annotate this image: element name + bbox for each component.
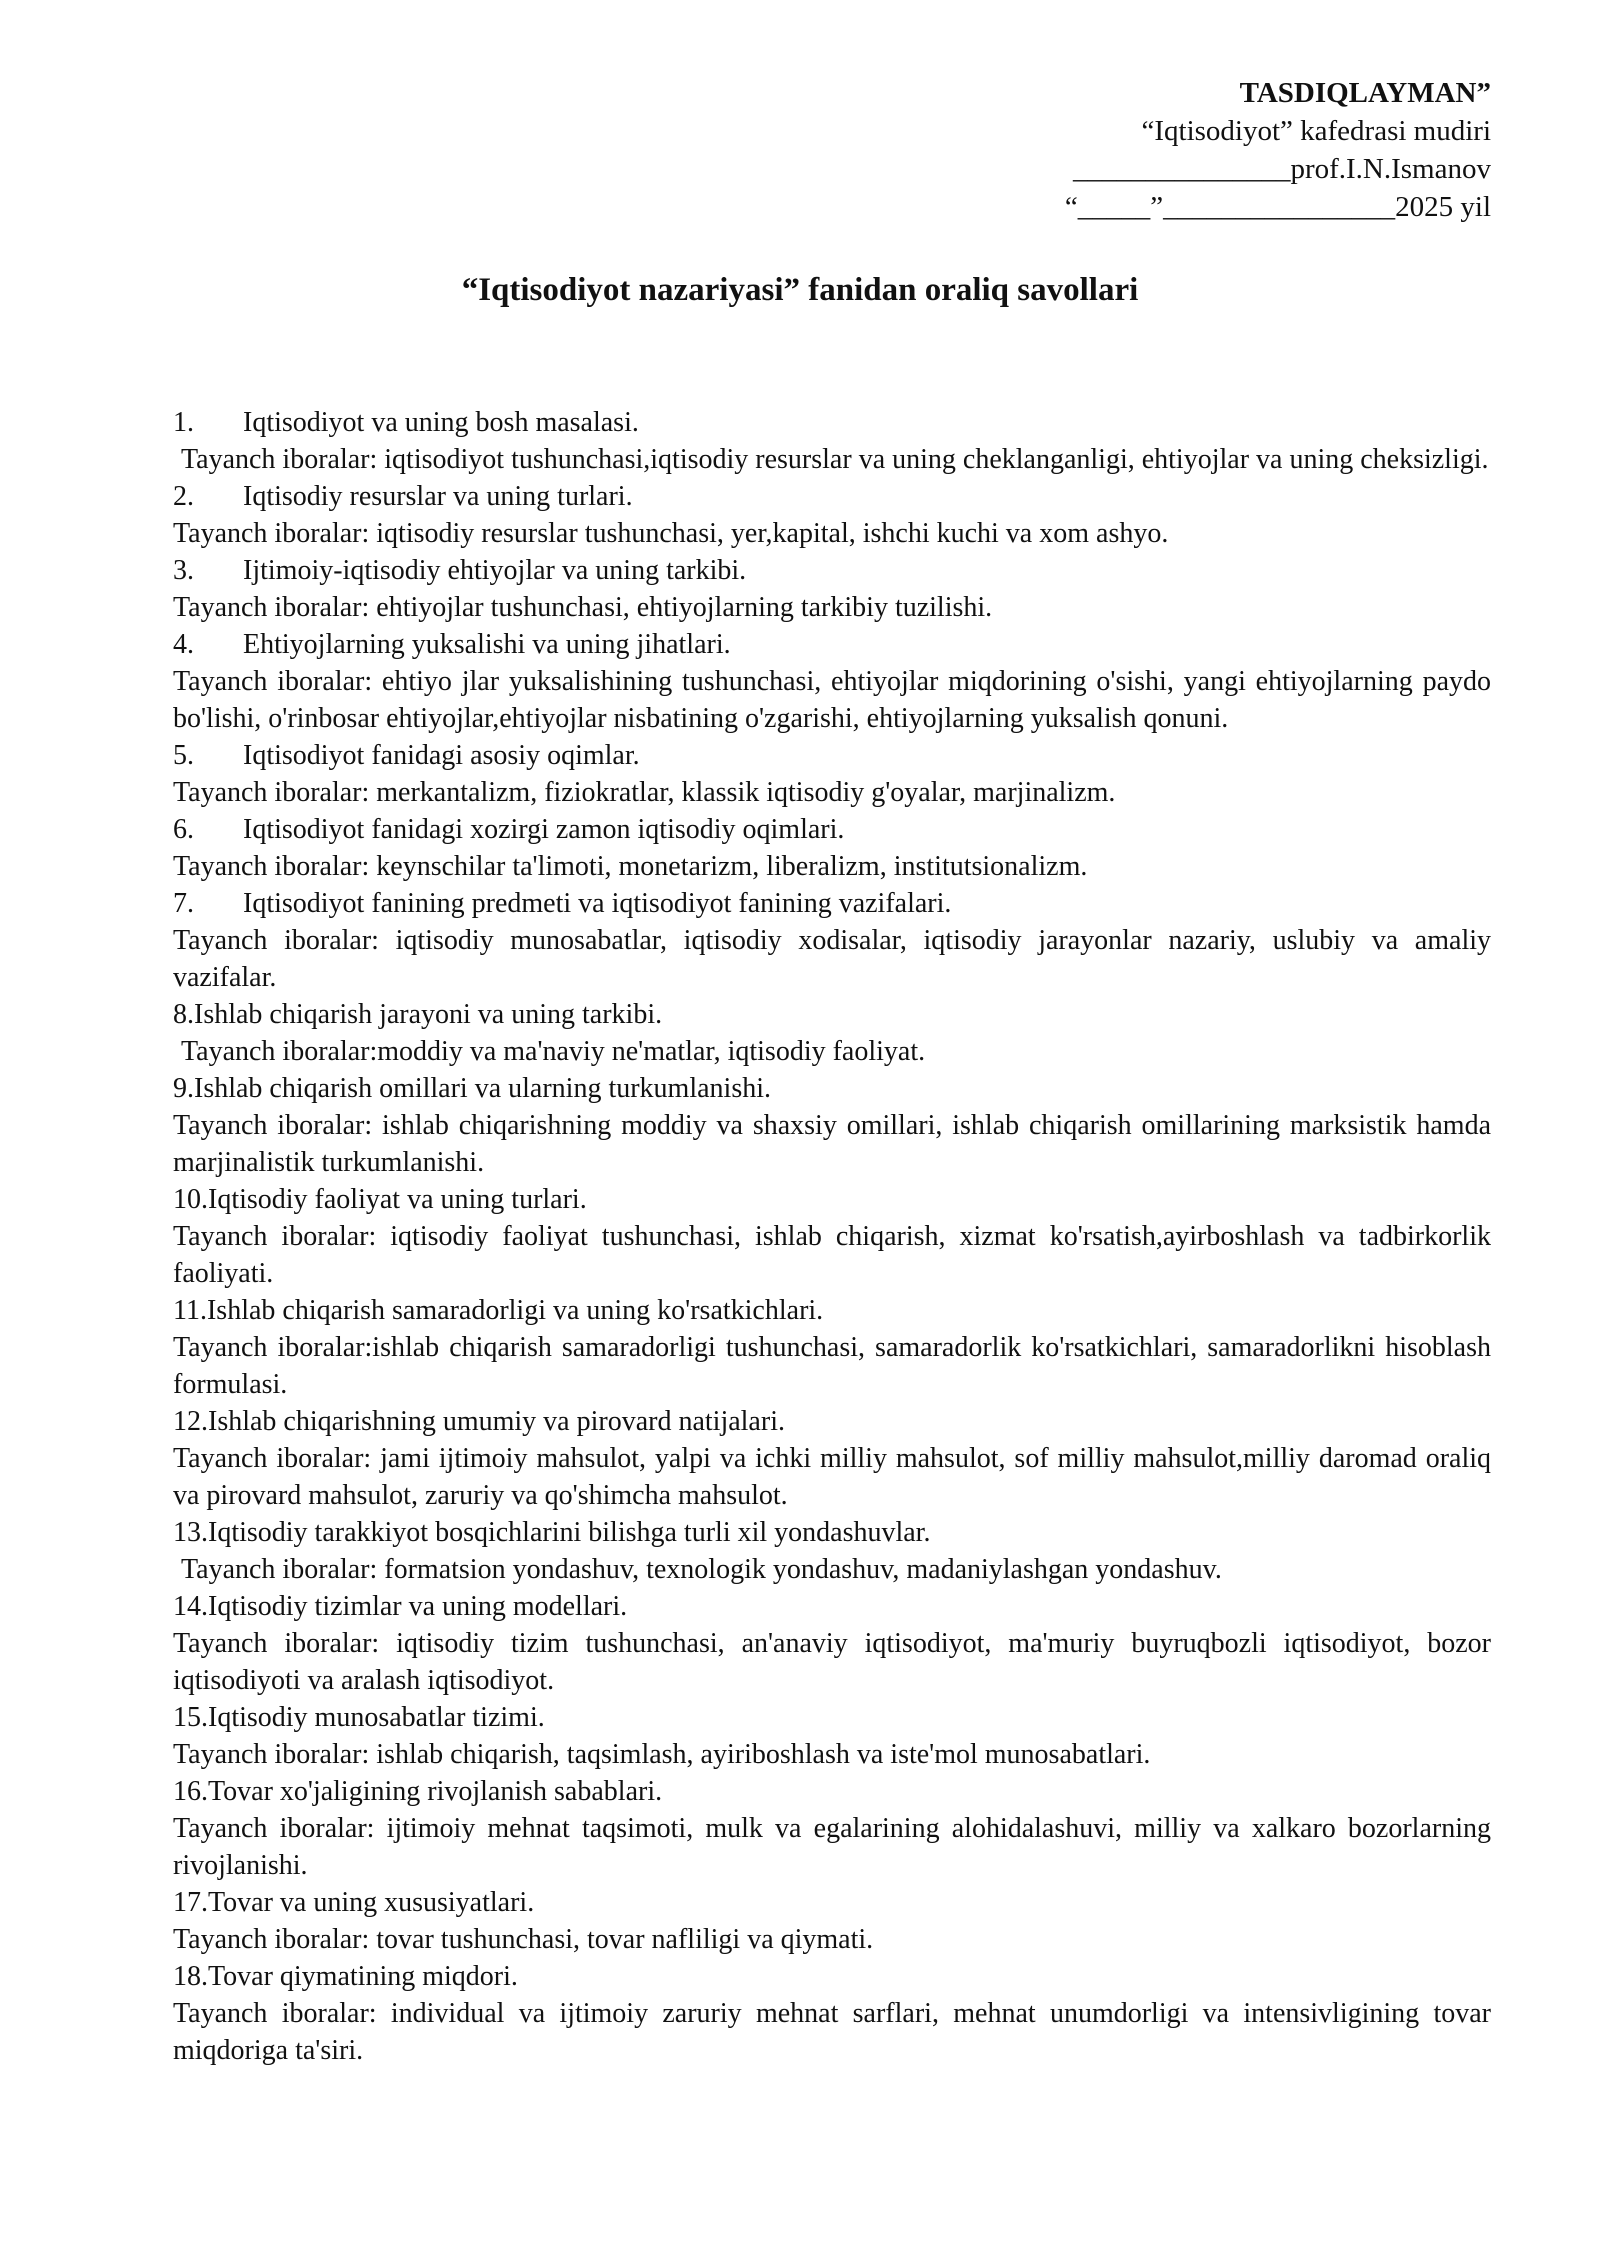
questions-list (173, 404, 1491, 2069)
question-text: Iqtisodiy faoliyat va uning turlari. (208, 1184, 587, 1215)
question-number: 15. (173, 1702, 208, 1733)
signature-line: _______________prof.I.N.Ismanov (1072, 153, 1491, 185)
question-title (173, 1884, 1491, 1921)
department-line: “Iqtisodiyot” kafedrasi mudiri (1141, 115, 1491, 147)
question-number: 1. (173, 407, 194, 438)
question-title (173, 1773, 1491, 1810)
question-number: 12. (173, 1406, 208, 1437)
question-number: 11. (173, 1295, 207, 1326)
question-number: 9. (173, 1073, 194, 1104)
document-title: “Iqtisodiyot nazariyasi” fanidan oraliq savollari (461, 272, 1139, 308)
question-keywords: Tayanch iboralar: merkantalizm, fiziokratlar, klassik iqtisodiy g'oyalar, marjinalizm. (173, 777, 1116, 808)
question-number: 18. (173, 1961, 208, 1992)
question-keywords: Tayanch iboralar: iqtisodiy tizim tushunchasi, an'anaviy iqtisodiyot, ma'muriy buyruqbozli iqtisodiyot, bozor iqtisodiyoti va aralash iqtisodiyot. (173, 1628, 1491, 1696)
question-title (173, 1588, 1491, 1625)
question-number: 17. (173, 1887, 208, 1918)
question-keywords: Tayanch iboralar:moddiy va ma'naviy ne'matlar, iqtisodiy faoliyat. (181, 1036, 926, 1067)
question-text: Tovar qiymatining miqdori. (208, 1961, 518, 1992)
question-number: 7. (173, 888, 194, 919)
question-keywords: Tayanch iboralar: iqtisodiy munosabatlar, iqtisodiy xodisalar, iqtisodiy jarayonlar nazariy, uslubiy va amaliy vazifalar. (173, 925, 1491, 993)
question-text: Tovar va uning xususiyatlari. (208, 1887, 535, 1918)
question-text: Iqtisodiy tizimlar va uning modellari. (208, 1591, 628, 1622)
question-title (173, 996, 1491, 1033)
question-text: Iqtisodiy resurslar va uning turlari. (243, 481, 633, 512)
question-text: Ijtimoiy-iqtisodiy ehtiyojlar va uning tarkibi. (243, 555, 747, 586)
question-number: 4. (173, 629, 194, 660)
question-number: 6. (173, 814, 194, 845)
question-number: 13. (173, 1517, 208, 1548)
question-text: Iqtisodiy munosabatlar tizimi. (208, 1702, 545, 1733)
question-keywords: Tayanch iboralar: formatsion yondashuv, texnologik yondashuv, madaniylashgan yondashuv. (181, 1554, 1222, 1585)
question-keywords: Tayanch iboralar: iqtisodiy faoliyat tushunchasi, ishlab chiqarish, xizmat ko'rsatish,ayirboshlash va tadbirkorlik faoliyati. (173, 1221, 1491, 1289)
question-number: 3. (173, 555, 194, 586)
question-number: 8. (173, 999, 194, 1030)
question-text: Ehtiyojlarning yuksalishi va uning jihatlari. (243, 629, 731, 660)
question-text: Ishlab chiqarish samaradorligi va uning ko'rsatkichlari. (206, 1295, 824, 1326)
question-text: Iqtisodiyot fanidagi asosiy oqimlar. (243, 740, 640, 771)
question-text: Iqtisodiyot va uning bosh masalasi. (243, 407, 639, 438)
question-number: 10. (173, 1184, 208, 1215)
question-number: 5. (173, 740, 194, 771)
question-text: Iqtisodiy tarakkiyot bosqichlarini bilishga turli xil yondashuvlar. (208, 1517, 931, 1548)
approval-block (1065, 74, 1491, 226)
question-title (173, 1181, 1491, 1218)
question-text: Iqtisodiyot fanidagi xozirgi zamon iqtisodiy oqimlari. (243, 814, 845, 845)
question-keywords: Tayanch iboralar: individual va ijtimoiy zaruriy mehnat sarflari, mehnat unumdorligi va intensivligining tovar miqdoriga ta'siri. (173, 1998, 1491, 2066)
question-title (173, 811, 1491, 848)
question-title (173, 404, 1491, 441)
question-keywords: Tayanch iboralar: ishlab chiqarishning moddiy va shaxsiy omillari, ishlab chiqarish omillarining marksistik hamda marjinalistik turkumlanishi. (173, 1110, 1491, 1178)
question-title (173, 1514, 1491, 1551)
question-text: Iqtisodiyot fanining predmeti va iqtisodiyot fanining vazifalari. (243, 888, 952, 919)
question-text: Tovar xo'jaligining rivojlanish sabablari. (208, 1776, 663, 1807)
question-title (173, 737, 1491, 774)
question-keywords: Tayanch iboralar: ishlab chiqarish, taqsimlash, ayiriboshlash va iste'mol munosabatlari. (173, 1739, 1151, 1770)
question-keywords: Tayanch iboralar: jami ijtimoiy mahsulot, yalpi va ichki milliy mahsulot, sof milliy mahsulot,milliy daromad oraliq va pirovard mahsulot, zaruriy va qo'shimcha mahsulot. (173, 1443, 1491, 1511)
question-keywords: Tayanch iboralar: tovar tushunchasi, tovar nafliligi va qiymati. (173, 1924, 874, 1955)
question-text: Ishlab chiqarish omillari va ularning turkumlanishi. (194, 1073, 771, 1104)
question-keywords: Tayanch iboralar: keynschilar ta'limoti, monetarizm, liberalizm, institutsionalizm. (173, 851, 1088, 882)
question-text: Ishlab chiqarishning umumiy va pirovard natijalari. (208, 1406, 785, 1437)
question-title (173, 626, 1491, 663)
question-keywords: Tayanch iboralar: ehtiyo jlar yuksalishining tushunchasi, ehtiyojlar miqdorining o'sishi, yangi ehtiyojlarning paydo bo'lishi, o'rinbosar ehtiyojlar,ehtiyojlar nisbatining o'zgarishi, ehtiyojlarning yuksalish qonuni. (173, 666, 1491, 734)
question-keywords: Tayanch iboralar: iqtisodiyot tushunchasi,iqtisodiy resurslar va uning cheklanganligi, ehtiyojlar va uning cheksizligi. (181, 444, 1489, 475)
question-keywords: Tayanch iboralar: iqtisodiy resurslar tushunchasi, yer,kapital, ishchi kuchi va xom ashyo. (173, 518, 1169, 549)
question-title (173, 1292, 1491, 1329)
question-title (173, 885, 1491, 922)
question-title (173, 1403, 1491, 1440)
question-text: Ishlab chiqarish jarayoni va uning tarkibi. (194, 999, 663, 1030)
question-title (173, 552, 1491, 589)
question-title (173, 1070, 1491, 1107)
question-keywords: Tayanch iboralar: ijtimoiy mehnat taqsimoti, mulk va egalarining alohidalashuvi, milliy va xalkaro bozorlarning rivojlanishi. (173, 1813, 1491, 1881)
question-title (173, 1958, 1491, 1995)
question-title (173, 478, 1491, 515)
approval-heading: TASDIQLAYMAN” (1239, 77, 1491, 109)
question-number: 14. (173, 1591, 208, 1622)
date-line: “_____”________________2025 yil (1064, 191, 1491, 223)
question-keywords: Tayanch iboralar:ishlab chiqarish samaradorligi tushunchasi, samaradorlik ko'rsatkichlari, samaradorlikni hisoblash formulasi. (173, 1332, 1491, 1400)
question-title (173, 1699, 1491, 1736)
question-keywords: Tayanch iboralar: ehtiyojlar tushunchasi, ehtiyojlarning tarkibiy tuzilishi. (173, 592, 993, 623)
question-number: 16. (173, 1776, 208, 1807)
question-number: 2. (173, 481, 194, 512)
